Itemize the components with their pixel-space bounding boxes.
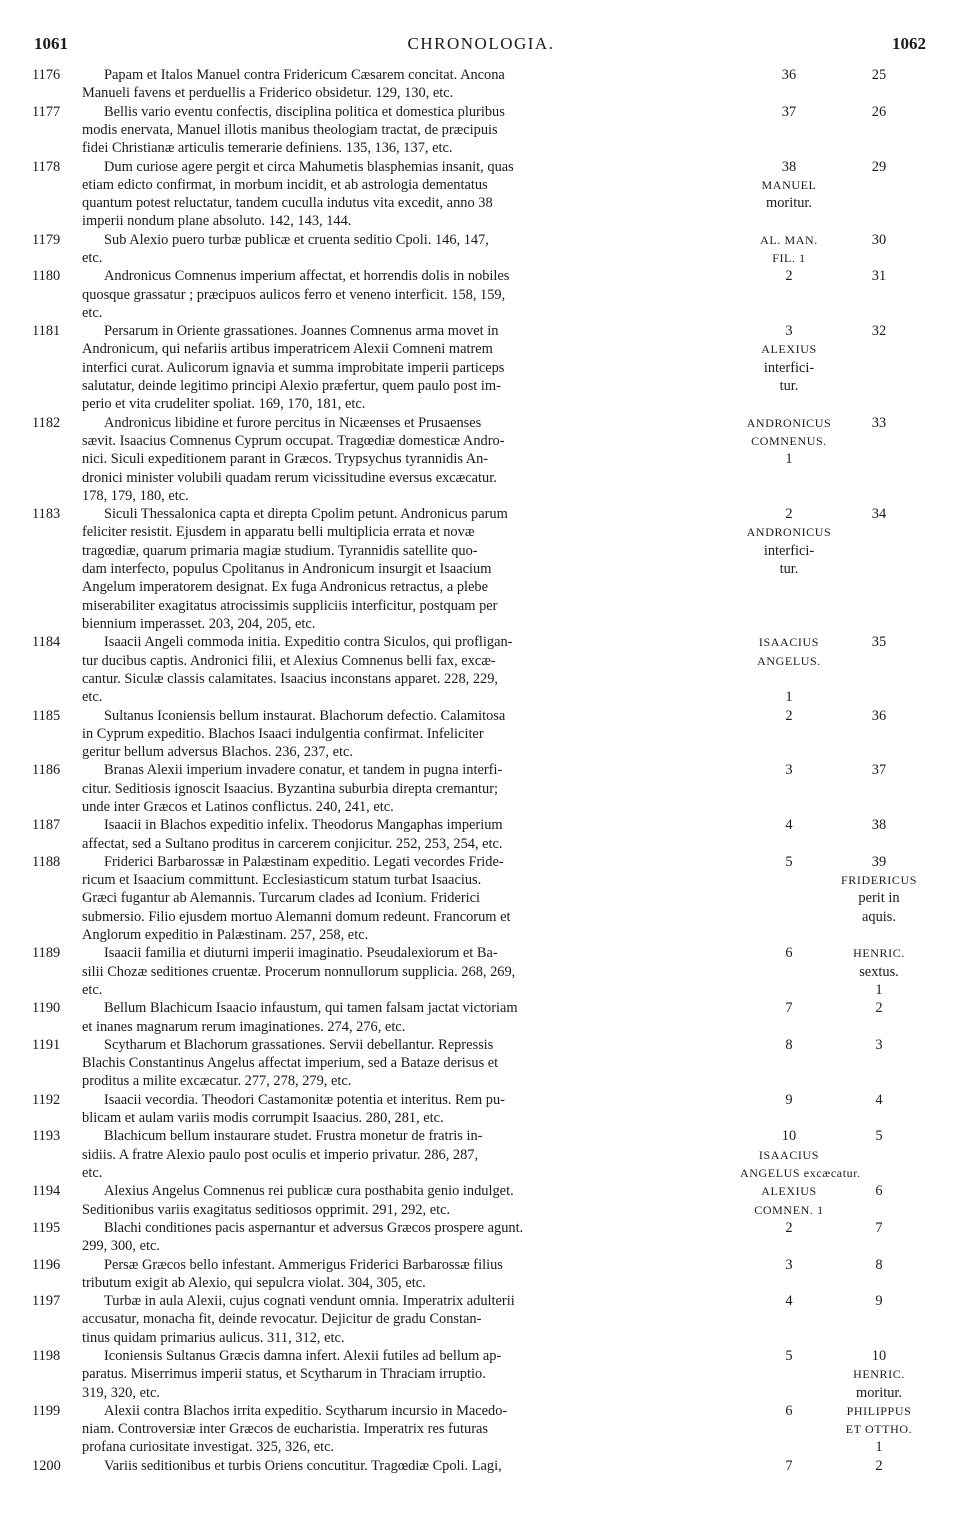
chronology-entry <box>0 816 962 853</box>
reign-note: 3 <box>785 762 793 779</box>
reign-note: 6 <box>785 1402 793 1419</box>
reign-year-column <box>740 944 838 962</box>
reign-year-column <box>740 761 838 779</box>
entry-text-line: Andronicum, qui nefariis artibus imperatricem Alexii Comneni matrem <box>82 341 493 358</box>
entry-text <box>82 944 731 999</box>
western-reign-column <box>832 414 926 432</box>
reign-note: 7 <box>785 1000 793 1017</box>
entry-text <box>82 853 731 944</box>
entry-text-line: Bellis vario eventu confectis, disciplina politica et domestica pluribus <box>104 103 505 120</box>
entry-text-line: quantum potest reluctatur, tandem cuculla indutus vita excedit, anno 38 <box>82 195 493 212</box>
reign-note: FIL. 1 <box>772 250 806 265</box>
reign-year-column <box>740 1219 838 1237</box>
reign-year-column <box>740 103 838 121</box>
entry-year: 1183 <box>32 506 61 523</box>
entry-text <box>82 1402 731 1457</box>
entry-year: 1188 <box>32 853 61 870</box>
entry-text-line: salutatur, deinde legitimo principi Alexio præfertur, quem paulo post im- <box>82 378 501 395</box>
western-note: 4 <box>875 1091 883 1108</box>
western-note: 37 <box>871 762 887 779</box>
reign-year-column <box>740 1292 838 1310</box>
entry-text-line: etc. <box>82 249 103 266</box>
entry-year: 1194 <box>32 1183 61 1200</box>
entry-text-line: Andronicus libidine et furore percitus in Nicæenses et Prusaenses <box>104 414 482 431</box>
entry-text-line: Sultanus Iconiensis bellum instaurat. Blachorum defectio. Calamitosa <box>104 707 506 724</box>
reign-note: 3 <box>785 1256 793 1273</box>
chronology-entry <box>0 1256 962 1293</box>
chronology-entry <box>0 414 962 506</box>
reign-note: 5 <box>785 853 793 870</box>
reign-year-column <box>740 1402 838 1420</box>
entry-text-line: Dum curiose agere pergit et circa Mahumetis blasphemias insanit, quas <box>104 158 514 175</box>
western-reign-column <box>832 267 926 285</box>
entry-text-line: quosque grassatur ; præcipuos aulicos ferro et veneno interficit. 158, 159, <box>82 286 506 303</box>
reign-note: ALEXIUS <box>761 342 817 357</box>
entry-year: 1186 <box>32 762 61 779</box>
entry-text-line: Græci fugantur ab Alemannis. Turcarum clades ad Iconium. Friderici <box>82 890 481 907</box>
reign-year-column <box>740 267 838 285</box>
western-note: 30 <box>871 231 887 248</box>
entry-text-line: ricum et Isaacium committunt. Ecclesiasticum statum turbat Isaacius. <box>82 872 482 889</box>
entry-text <box>82 1182 731 1219</box>
western-reign-column <box>832 505 926 523</box>
entry-text-line: tinus quidam primarius aulicus. 311, 312, etc. <box>82 1329 345 1346</box>
western-reign-column <box>832 1457 926 1475</box>
western-reign-column <box>832 158 926 176</box>
reign-note: 38 <box>781 158 797 175</box>
entry-text-line: accusatur, monacha fit, deinde revocatur. Dejicitur de gradu Constan- <box>82 1311 482 1328</box>
reign-year-column <box>740 999 838 1017</box>
entry-text <box>82 505 731 633</box>
chronology-entry <box>0 1219 962 1256</box>
western-reign-column <box>832 999 926 1017</box>
entry-text-line: Persarum in Oriente grassationes. Joannes Comnenus arma movet in <box>104 323 499 340</box>
reign-note: ANGELUS. <box>757 653 821 668</box>
page-number-right: 1062 <box>892 34 926 53</box>
western-note: PHILIPPUS <box>846 1403 912 1418</box>
reign-note: ISAACIUS <box>758 1147 820 1162</box>
reign-note: moritur. <box>766 195 812 212</box>
entry-text-line: silii Chozæ seditiones cruentæ. Procerum nonnullorum supplicia. 268, 269, <box>82 963 516 980</box>
western-note: HENRIC. <box>853 1367 905 1382</box>
entry-text-line: Iconiensis Sultanus Græcis damna infert. Alexii futiles ad bellum ap- <box>104 1348 502 1364</box>
entry-text <box>82 267 731 322</box>
entry-text-line: Branas Alexii imperium invadere conatur, et tandem in pugna interfi- <box>104 762 503 779</box>
western-note: moritur. <box>856 1384 902 1401</box>
entry-text <box>82 1091 731 1128</box>
entry-text-line: geritur bellum adversus Blachos. 236, 237, etc. <box>82 744 353 761</box>
reign-year-column <box>740 1036 838 1054</box>
entry-text-line: 299, 300, etc. <box>82 1238 160 1255</box>
western-reign-column <box>832 707 926 725</box>
reign-year-column <box>740 505 838 578</box>
reign-year-column <box>740 231 838 268</box>
entry-text <box>82 103 731 158</box>
chronology-entry <box>0 1127 962 1182</box>
entry-text-line: nici. Siculi expeditionem parant in Græcos. Trypsychus tyrannidis An- <box>82 451 489 468</box>
entry-year: 1199 <box>32 1402 61 1419</box>
reign-year-column <box>740 1457 838 1475</box>
western-note: 38 <box>871 817 887 834</box>
entry-year: 1187 <box>32 817 61 834</box>
entry-text-line: tur ducibus captis. Andronici filii, et Alexius Comnenus belli fax, excæ- <box>82 652 496 669</box>
reign-note: COMNEN. 1 <box>754 1202 824 1217</box>
western-note: 25 <box>871 67 887 83</box>
entry-text-line: tragœdiæ, quarum primaria magiæ studium. Tyrannidis satellite quo- <box>82 542 478 559</box>
entry-year: 1184 <box>32 634 61 651</box>
page-number-left: 1061 <box>34 34 68 53</box>
entry-text-line: paratus. Miserrimus imperii status, et Scytharum in Thraciam irruptio. <box>82 1366 486 1383</box>
reign-year-column <box>740 1182 838 1219</box>
entry-year: 1180 <box>32 268 61 285</box>
entry-year: 1190 <box>32 1000 61 1017</box>
entry-text-line: Alexii contra Blachos irrita expeditio. Scytharum incursio in Macedo- <box>104 1402 508 1419</box>
entry-text-line: Blachicum bellum instaurare studet. Frustra monetur de fratris in- <box>104 1128 483 1145</box>
reign-note <box>740 670 838 688</box>
entry-text-line: etc. <box>82 1164 103 1181</box>
chronology-entry <box>0 707 962 762</box>
western-reign-column <box>832 1402 926 1457</box>
entry-text-line: sævit. Isaacius Comnenus Cyprum occupat. Tragœdiæ domesticæ Andro- <box>82 432 505 449</box>
reign-note: ANGELUS excæcatur. <box>740 1165 861 1180</box>
chronology-entry <box>0 1182 962 1219</box>
western-note: aquis. <box>862 908 896 925</box>
entry-text-line: Andronicus Comnenus imperium affectat, et horrendis dolis in nobiles <box>104 268 510 285</box>
entry-text-line: imperii nondum plane absoluto. 142, 143, 144. <box>82 213 352 230</box>
entry-text <box>82 414 731 505</box>
entry-text-line: Isaacii in Blachos expeditio infelix. Theodorus Mangaphas imperium <box>104 817 503 834</box>
entry-text-line: 319, 320, etc. <box>82 1384 160 1401</box>
reign-note: 6 <box>785 945 793 962</box>
entry-text <box>82 1219 731 1256</box>
entry-text-line: Persæ Græcos bello infestant. Ammerigus Friderici Barbarossæ filius <box>104 1256 503 1273</box>
reign-note: ISAACIUS <box>758 635 820 650</box>
entry-year: 1197 <box>32 1293 61 1310</box>
western-note: 36 <box>871 707 887 724</box>
reign-year-column <box>740 1347 838 1365</box>
entry-text-line: unde inter Græcos et Latinos conflictus. 240, 241, etc. <box>82 798 394 815</box>
entry-text <box>82 158 731 231</box>
chronology-entry <box>0 1402 962 1457</box>
reign-note: 4 <box>785 1293 793 1310</box>
entry-text <box>82 707 731 762</box>
western-note: 29 <box>871 158 887 175</box>
entry-text-line: etiam edicto confirmat, in morbum incidit, et ab astrologia dementatus <box>82 176 488 193</box>
reign-year-column <box>740 414 838 469</box>
reign-note: 8 <box>785 1036 793 1053</box>
entry-text-line: citur. Seditiosis ignoscit Isaacius. Byzantina suburbia direpta cremantur; <box>82 780 499 797</box>
entry-text-line: submersio. Filio ejusdem mortuo Alemanni domum redeunt. Francorum et <box>82 908 511 925</box>
western-note: FRIDERICUS <box>840 873 917 888</box>
entry-year: 1179 <box>32 231 61 248</box>
reign-note: tur. <box>779 561 799 578</box>
chronology-entry <box>0 1036 962 1091</box>
entry-year: 1178 <box>32 158 61 175</box>
western-note: 10 <box>871 1348 887 1364</box>
entry-year: 1193 <box>32 1128 61 1145</box>
reign-year-column <box>740 853 838 871</box>
chronology-entry <box>0 1292 962 1347</box>
western-reign-column <box>832 633 926 651</box>
reign-year-column <box>740 1127 861 1182</box>
entry-text-line: miserabiliter exagitatus atrocissimis suppliciis interficitur, postquam per <box>82 597 498 614</box>
entry-text <box>82 1036 731 1091</box>
western-note: 35 <box>871 634 887 651</box>
entry-text-line: etc. <box>82 689 103 706</box>
western-reign-column <box>832 1036 926 1054</box>
reign-note: 4 <box>785 817 793 834</box>
reign-note: ALEXIUS <box>761 1184 817 1199</box>
western-note: 3 <box>875 1036 883 1053</box>
reign-note: MANUEL <box>761 177 817 192</box>
entry-text-line: Sub Alexio puero turbæ publicæ et cruenta seditio Cpoli. 146, 147, <box>104 231 489 248</box>
entry-text <box>82 66 731 103</box>
western-note: 32 <box>871 323 887 340</box>
entry-text-line: Isaacii Angeli commoda initia. Expeditio contra Siculos, qui profligan- <box>104 634 513 651</box>
entry-text <box>82 1256 731 1293</box>
entry-text-line: tributum exigit ab Alexio, qui sepulcra violat. 304, 305, etc. <box>82 1274 426 1291</box>
entry-text-line: modis enervata, Manuel illotis manibus theologiam tractat, de præcipuis <box>82 121 498 138</box>
western-reign-column <box>832 66 926 84</box>
reign-note: 10 <box>781 1128 797 1145</box>
entry-text <box>82 999 731 1036</box>
entry-text-line: in Cyprum expeditio. Blachos Isaaci indulgentia confirmat. Infeliciter <box>82 725 484 742</box>
chronology-entry <box>0 158 962 231</box>
entry-text-line: Isaacii familia et diuturni imperii imaginatio. Pseudalexiorum et Ba- <box>104 945 498 962</box>
western-note: ET OTTHO. <box>845 1422 913 1437</box>
reign-note: 3 <box>785 323 793 340</box>
chronology-entry <box>0 322 962 414</box>
entry-year: 1185 <box>32 707 61 724</box>
entry-text-line: Angelum imperatorem designat. Ex fuga Andronicus retractus, a plebe <box>82 579 489 596</box>
entry-text-line: 178, 179, 180, etc. <box>82 487 189 504</box>
western-reign-column <box>832 1091 926 1109</box>
entry-text-line: affectat, sed a Sultano proditus in carcerem conjicitur. 252, 253, 254, etc. <box>82 835 503 852</box>
entry-year: 1177 <box>32 103 61 120</box>
reign-note: 2 <box>785 707 793 724</box>
reign-year-column <box>740 322 838 395</box>
reign-note: interfici- <box>763 542 815 559</box>
chronology-entry <box>0 999 962 1036</box>
reign-note: interfici- <box>763 359 815 376</box>
chronology-entry <box>0 944 962 999</box>
entry-text-line: Friderici Barbarossæ in Palæstinam expeditio. Legati vecordes Fride- <box>104 853 504 870</box>
western-reign-column <box>832 1219 926 1237</box>
entry-text-line: feliciter resistit. Ejusdem in apparatu belli multiplicia errata et novæ <box>82 524 475 541</box>
reign-note: 1 <box>785 451 793 468</box>
chronology-entry <box>0 761 962 816</box>
western-reign-column <box>832 1292 926 1310</box>
western-reign-column <box>832 944 926 999</box>
western-note: 1 <box>875 981 883 998</box>
western-note: 26 <box>871 103 887 120</box>
entry-text <box>82 1457 731 1475</box>
western-note: sextus. <box>859 963 899 980</box>
western-note: 34 <box>871 506 887 523</box>
reign-note: 7 <box>785 1457 793 1474</box>
western-reign-column <box>832 1182 926 1200</box>
entry-year: 1195 <box>32 1219 61 1236</box>
entry-text <box>82 1292 731 1347</box>
entry-text-line: Seditionibus variis exagitatus seditiosos opprimit. 291, 292, etc. <box>82 1201 451 1218</box>
entry-year: 1176 <box>32 67 61 83</box>
entry-text-line: Siculi Thessalonica capta et direpta Cpolim petunt. Andronicus parum <box>104 506 508 523</box>
chronology-entry <box>0 853 962 945</box>
western-reign-column <box>832 1256 926 1274</box>
reign-note: AL. MAN. <box>760 232 818 247</box>
western-reign-column <box>832 1347 926 1402</box>
chronology-entry <box>0 103 962 158</box>
entry-year: 1191 <box>32 1036 61 1053</box>
western-note: 1 <box>875 1439 883 1456</box>
western-reign-column <box>832 103 926 121</box>
reign-year-column <box>740 707 838 725</box>
entry-text <box>82 322 731 413</box>
entry-text-line: profana curiositate investigat. 325, 326, etc. <box>82 1439 335 1456</box>
western-note: 2 <box>875 1000 883 1017</box>
entry-year: 1192 <box>32 1091 61 1108</box>
chronology-entry <box>0 633 962 706</box>
western-note: 7 <box>875 1219 883 1236</box>
western-note: 5 <box>875 1128 883 1145</box>
entry-year: 1198 <box>32 1348 61 1364</box>
running-title: CHRONOLOGIA. <box>407 34 555 53</box>
entry-text <box>82 761 731 816</box>
entry-text-line: cantur. Siculæ classis calamitates. Isaacius inconstans apparet. 228, 229, <box>82 670 499 687</box>
reign-note: 9 <box>785 1091 793 1108</box>
western-reign-column <box>832 761 926 779</box>
entry-text-line: Papam et Italos Manuel contra Fridericum Cæsarem concitat. Ancona <box>104 67 505 83</box>
reign-note: 2 <box>785 268 793 285</box>
reign-note: 1 <box>785 689 793 706</box>
reign-year-column <box>740 633 838 706</box>
entry-year: 1189 <box>32 945 61 962</box>
reign-year-column <box>740 1256 838 1274</box>
western-note: perit in <box>858 890 900 907</box>
entry-text-line: Alexius Angelus Comnenus rei publicæ cura posthabita genio indulget. <box>104 1183 514 1200</box>
entry-text-line: dronici minister volubili quadam rerum vicissitudine eversus excæcatur. <box>82 469 497 486</box>
reign-note: 2 <box>785 1219 793 1236</box>
entry-text-line: fidei Christianæ articulis temerarie definiens. 135, 136, 137, etc. <box>82 140 453 157</box>
entry-text-line: Blachi conditiones pacis aspernantur et adversus Græcos prospere agunt. <box>104 1219 524 1236</box>
western-note: 31 <box>871 268 887 285</box>
entry-text-line: sidiis. A fratre Alexio paulo post oculis et imperio privatur. 286, 287, <box>82 1146 479 1163</box>
western-note: 6 <box>875 1183 883 1200</box>
western-note: 8 <box>875 1256 883 1273</box>
entry-text-line: perio et vita crudeliter spoliat. 169, 170, 181, etc. <box>82 396 366 413</box>
reign-note: 37 <box>781 103 797 120</box>
entry-text-line: Blachis Constantinus Angelus affectat imperium, sed a Bataze derisus et <box>82 1055 499 1072</box>
western-reign-column <box>832 231 926 249</box>
western-reign-column <box>832 816 926 834</box>
reign-note: tur. <box>779 378 799 395</box>
entry-text-line: etc. <box>82 304 103 321</box>
western-reign-column <box>832 322 926 340</box>
entry-text <box>82 633 731 706</box>
entry-text-line: Turbæ in aula Alexii, cujus cognati vendunt omnia. Imperatrix adulterii <box>104 1293 515 1310</box>
reign-note: ANDRONICUS <box>746 525 832 540</box>
entry-text-line: Bellum Blachicum Isaacio infaustum, qui tamen falsam jactat victoriam <box>104 1000 518 1017</box>
reign-year-column <box>740 1091 838 1109</box>
entry-text-line: Variis seditionibus et turbis Oriens concutitur. Tragœdiæ Cpoli. Lagi, <box>104 1457 502 1474</box>
western-note: HENRIC. <box>853 946 905 961</box>
entry-text-line: blicam et aulam variis modis corrumpit Isaacius. 280, 281, etc. <box>82 1110 444 1127</box>
entry-text-line: etc. <box>82 981 103 998</box>
western-reign-column <box>832 853 926 926</box>
entry-text-line: proditus a milite excæcatur. 277, 278, 279, etc. <box>82 1073 352 1090</box>
chronology-entry <box>0 1457 962 1475</box>
entry-text <box>82 816 731 853</box>
chronology-entry <box>0 1347 962 1402</box>
entry-year: 1200 <box>32 1457 61 1474</box>
entry-text-line: niam. Controversiæ inter Græcos de eucharistia. Imperatrix res futuras <box>82 1421 489 1438</box>
reign-year-column <box>740 816 838 834</box>
entry-year: 1182 <box>32 414 61 431</box>
reign-note: COMNENUS. <box>751 433 827 448</box>
entry-text-line: et inanes magnarum rerum imaginationes. 274, 276, etc. <box>82 1018 406 1035</box>
western-note: 39 <box>871 853 887 870</box>
chronology-entry <box>0 1091 962 1128</box>
western-reign-column <box>832 1127 926 1145</box>
entry-text <box>82 1127 731 1182</box>
entry-text-line: Scytharum et Blachorum grassationes. Servii debellantur. Repressis <box>104 1036 494 1053</box>
entry-text-line: interfici curat. Aulicorum ignavia et summa improbitate imperii particeps <box>82 359 505 376</box>
chronology-entry <box>0 66 962 103</box>
reign-note: 36 <box>781 67 797 83</box>
entry-text-line: biennium imperasset. 203, 204, 205, etc. <box>82 615 316 632</box>
entry-text <box>82 1347 731 1402</box>
entry-text-line: Anglorum expeditio in Palæstinam. 257, 258, etc. <box>82 927 369 944</box>
entry-year: 1196 <box>32 1256 61 1273</box>
chronology-entry <box>0 231 962 268</box>
reign-note: ANDRONICUS <box>746 415 832 430</box>
reign-note: 5 <box>785 1348 793 1364</box>
entry-year: 1181 <box>32 323 61 340</box>
entry-text <box>82 231 731 268</box>
entry-text-line: dam interfecto, populus Cpolitanus in Andronicum insurgit et Isaacium <box>82 561 492 578</box>
western-note: 2 <box>875 1457 883 1474</box>
entry-text-line: Manueli favens et perduellis a Friderico obsidetur. 129, 130, etc. <box>82 85 454 102</box>
western-note: 9 <box>875 1293 883 1310</box>
running-head <box>0 34 962 58</box>
chronology-entry <box>0 267 962 322</box>
reign-note: 2 <box>785 506 793 523</box>
reign-year-column <box>740 158 838 213</box>
entry-text-line: Isaacii vecordia. Theodori Castamonitæ potentia et interitus. Rem pu- <box>104 1091 505 1108</box>
western-note: 33 <box>871 414 887 431</box>
reign-year-column <box>740 66 838 84</box>
chronology-entry <box>0 505 962 633</box>
